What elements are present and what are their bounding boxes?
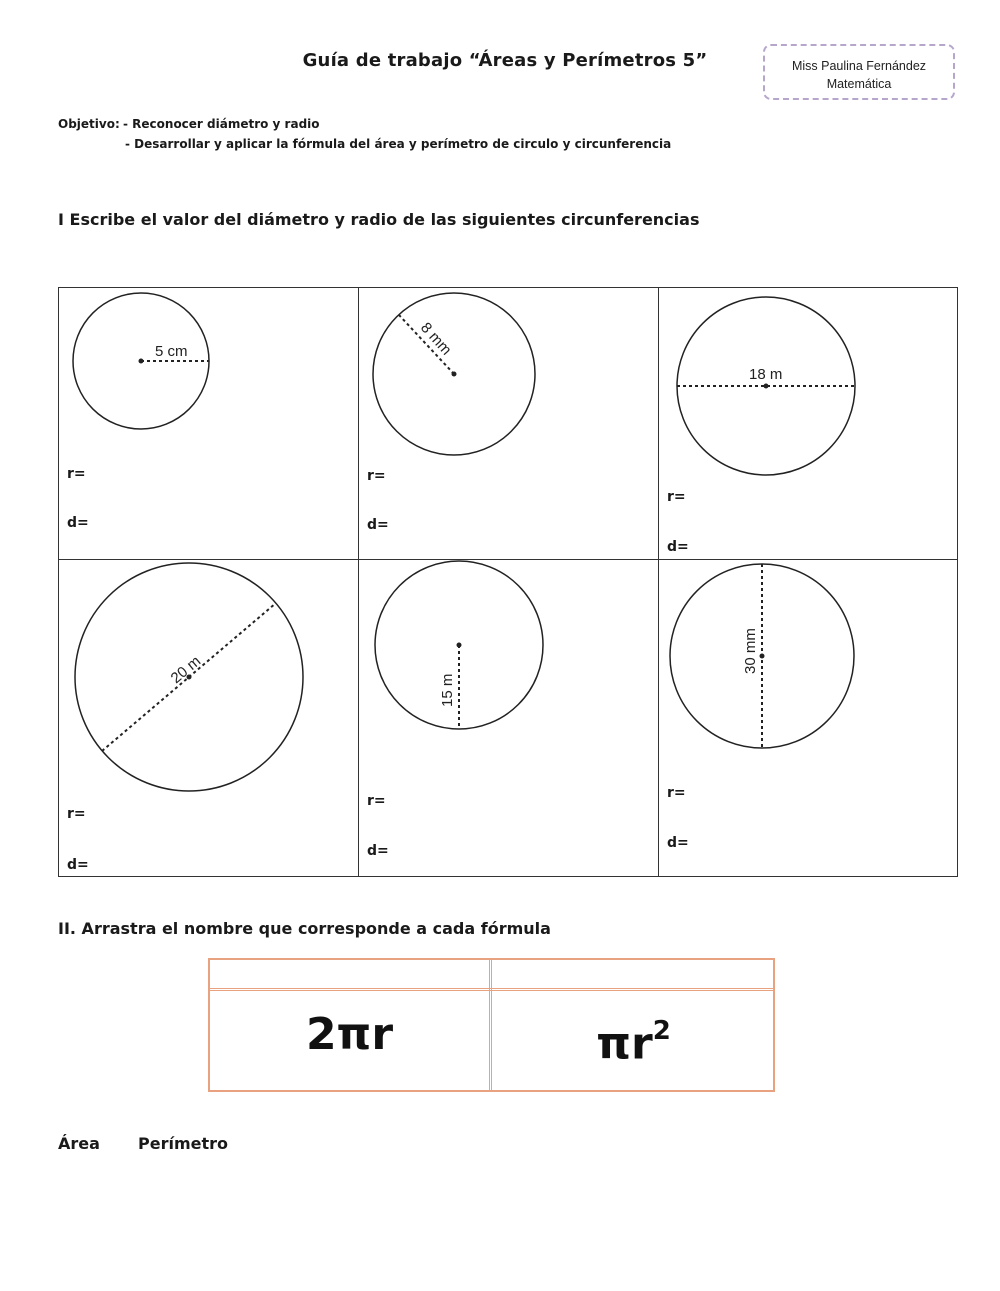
diameter-answer[interactable]: d= bbox=[367, 517, 389, 533]
drag-chip-area[interactable]: Área bbox=[58, 1134, 100, 1153]
measure-label: 20 m bbox=[167, 652, 205, 688]
diameter-answer[interactable]: d= bbox=[667, 539, 689, 555]
page-title: Guía de trabajo “Áreas y Perímetros 5” bbox=[302, 50, 708, 71]
circle-figure-2 bbox=[359, 288, 658, 559]
diameter-answer[interactable]: d= bbox=[367, 843, 389, 859]
objective-item: - Desarrollar y aplicar la fórmula del área y perímetro de circulo y circunferencia bbox=[125, 137, 672, 151]
objective-label: Objetivo: bbox=[58, 117, 120, 131]
radius-answer[interactable]: r= bbox=[667, 785, 686, 801]
formula-table bbox=[208, 958, 775, 1092]
drag-chip-perimeter[interactable]: Perímetro bbox=[138, 1134, 229, 1153]
circle-cell-3 bbox=[659, 288, 958, 559]
formula-base: 2πr bbox=[305, 1009, 394, 1060]
circle-figure-1 bbox=[59, 288, 358, 559]
diameter-answer[interactable]: d= bbox=[667, 835, 689, 851]
measure-label: 30 mm bbox=[742, 628, 759, 674]
diameter-answer[interactable]: d= bbox=[67, 515, 89, 531]
formula-perimeter bbox=[210, 1000, 489, 1070]
circle-cell-5 bbox=[359, 560, 658, 877]
circle-cell-2 bbox=[359, 288, 658, 559]
radius-answer[interactable]: r= bbox=[67, 466, 86, 482]
section-2-title: II. Arrastra el nombre que corresponde a cada fórmula bbox=[58, 919, 551, 938]
drop-zone-1[interactable] bbox=[210, 960, 489, 988]
radius-answer[interactable]: r= bbox=[367, 468, 386, 484]
circles-grid bbox=[58, 287, 958, 877]
circle-figure-6 bbox=[659, 560, 958, 877]
formula-area bbox=[492, 1000, 775, 1070]
radius-answer[interactable]: r= bbox=[67, 806, 86, 822]
circle-cell-4 bbox=[59, 560, 358, 877]
circle-cell-6 bbox=[659, 560, 958, 877]
circle-figure-3 bbox=[659, 288, 958, 559]
subject-name: Matemática bbox=[826, 77, 892, 91]
measure-label: 5 cm bbox=[155, 343, 188, 360]
circle-cell-1 bbox=[59, 288, 358, 559]
circle-figure-5 bbox=[359, 560, 658, 877]
formula-exponent: 2 bbox=[652, 1016, 671, 1046]
objective-item: - Reconocer diámetro y radio bbox=[123, 117, 320, 131]
formula-base: πr bbox=[596, 1018, 653, 1070]
measure-label: 8 mm bbox=[417, 319, 455, 359]
radius-answer[interactable]: r= bbox=[667, 489, 686, 505]
section-1-title: I Escribe el valor del diámetro y radio de las siguientes circunferencias bbox=[58, 210, 700, 229]
radius-answer[interactable]: r= bbox=[367, 793, 386, 809]
measure-label: 18 m bbox=[749, 366, 783, 383]
measure-label: 15 m bbox=[439, 673, 456, 707]
circle-figure-4 bbox=[59, 560, 358, 877]
teacher-info-box bbox=[763, 44, 955, 100]
teacher-name: Miss Paulina Fernández bbox=[791, 59, 927, 73]
drop-zone-2[interactable] bbox=[492, 960, 775, 988]
diameter-answer[interactable]: d= bbox=[67, 857, 89, 873]
